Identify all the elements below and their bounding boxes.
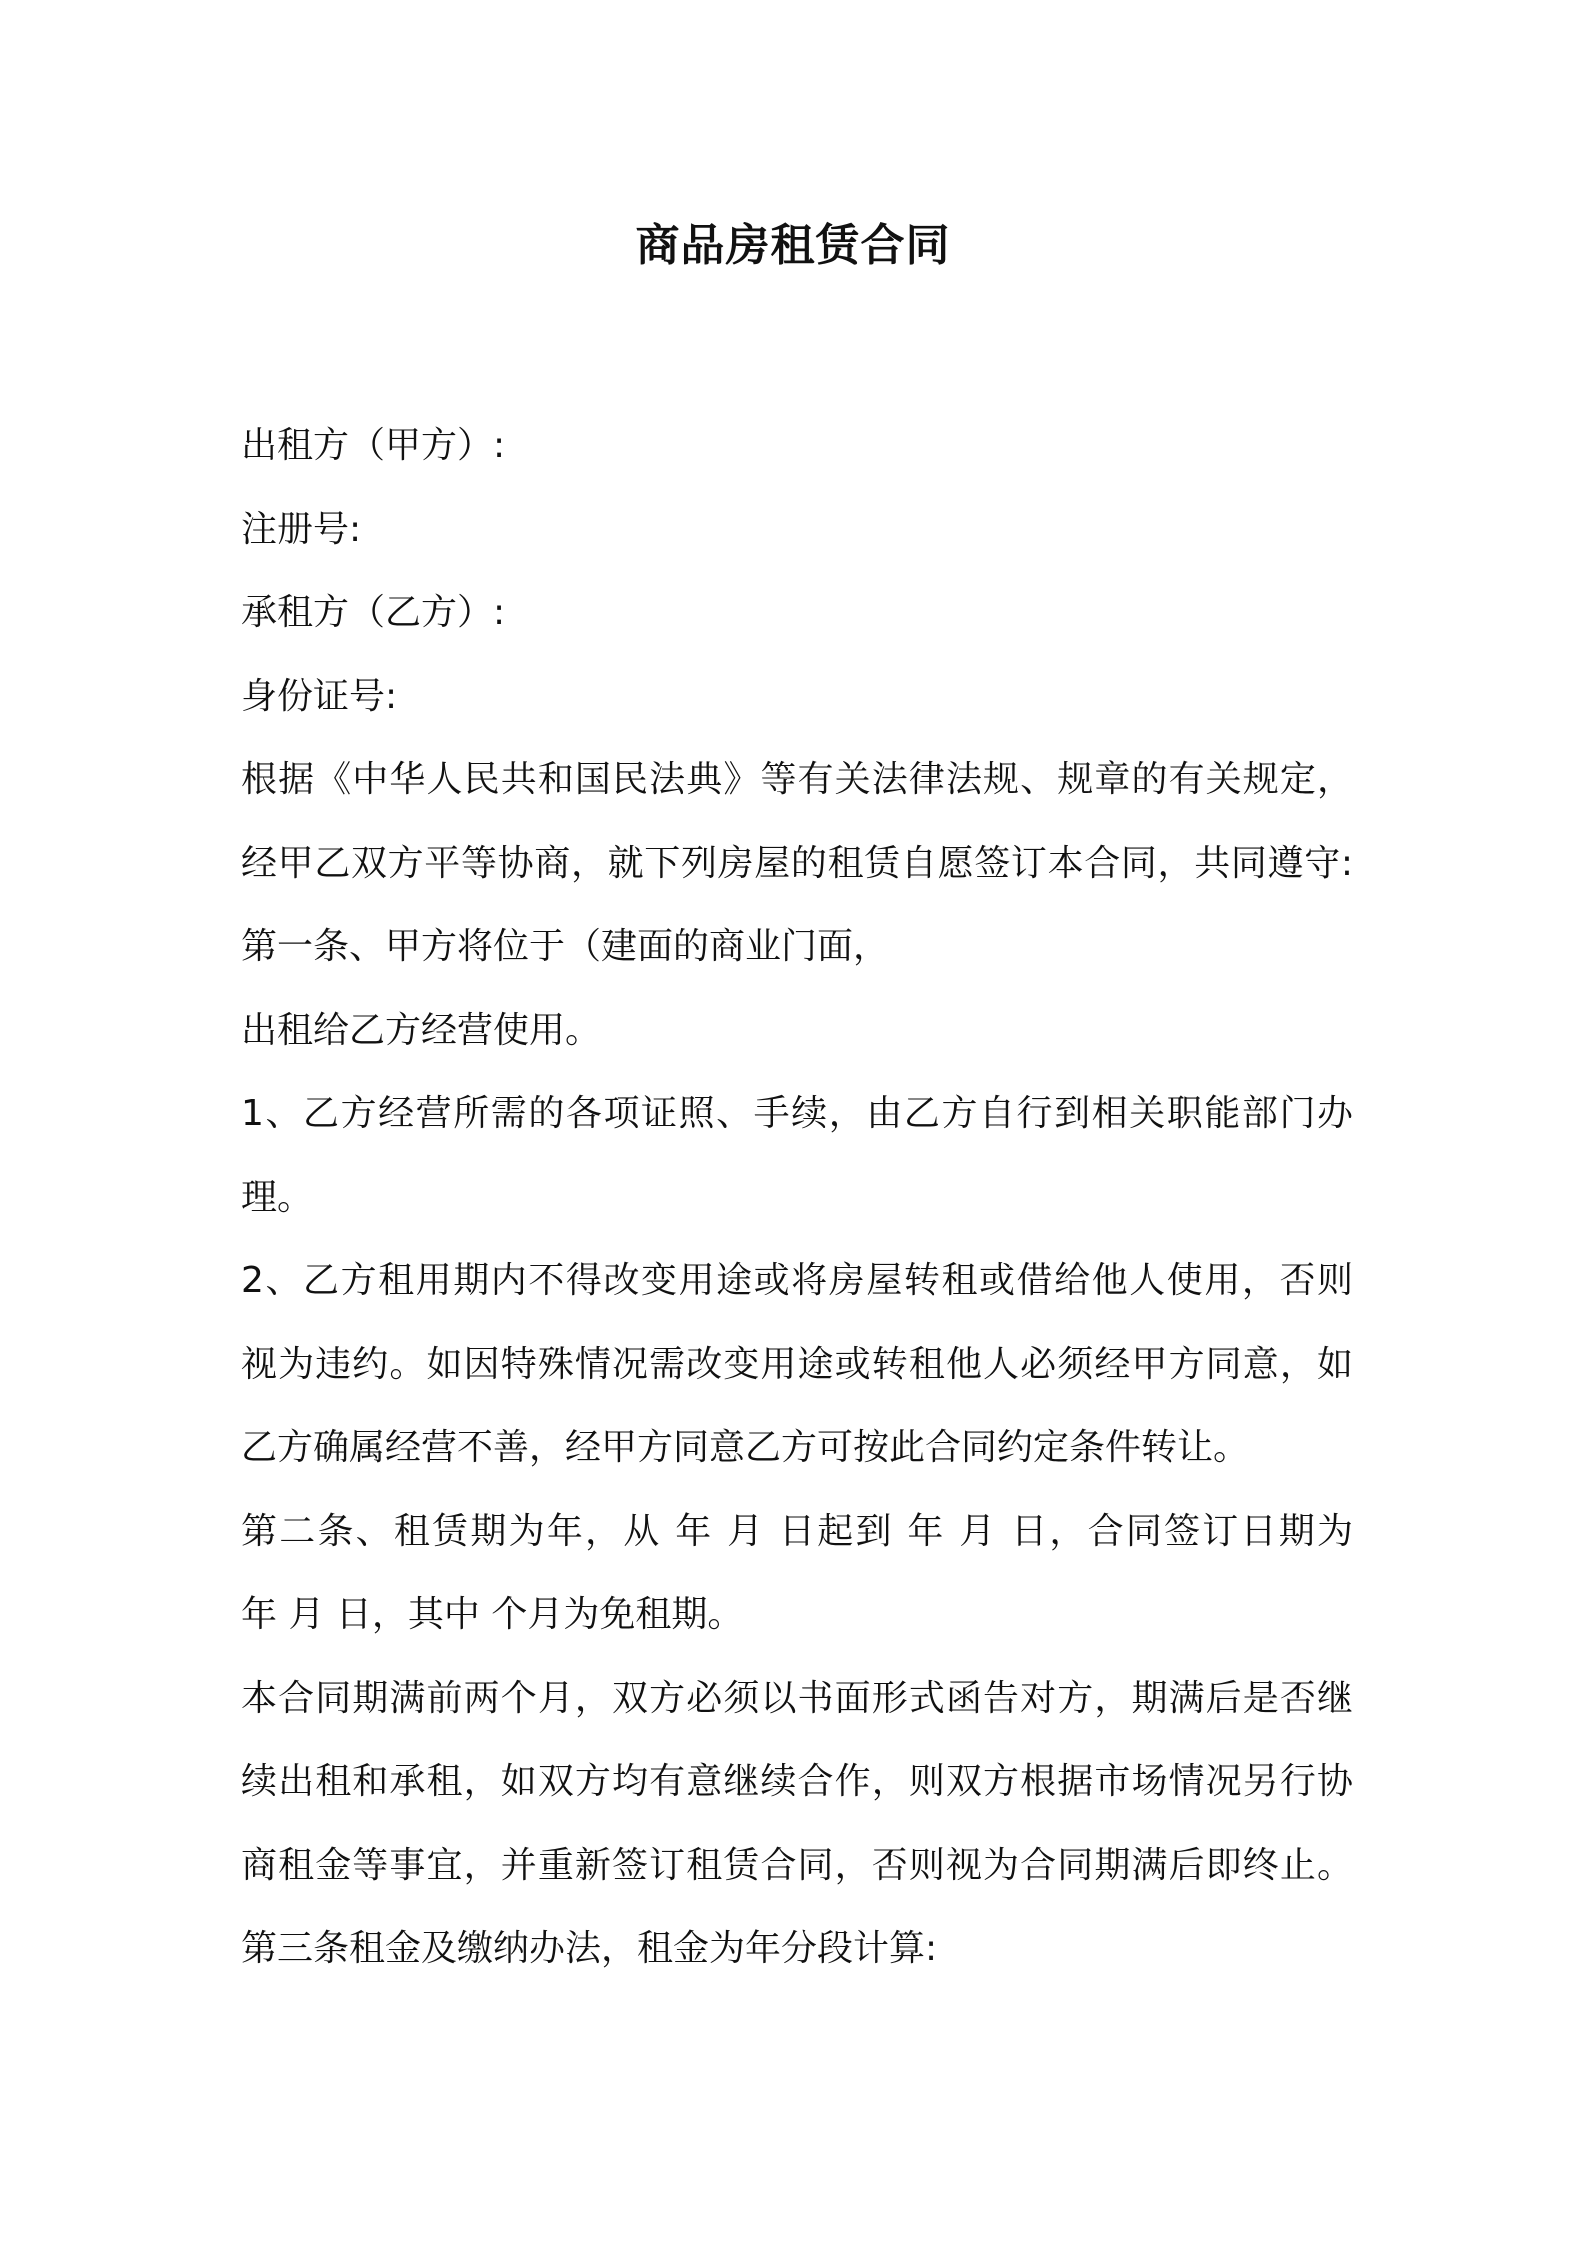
lessor-line: 出租方（甲方）: [241,425,506,466]
lessee-line: 承租方（乙方）: [241,592,506,633]
document-title: 商品房租赁合同 [635,220,951,271]
preamble-line-2: 经甲乙双方平等协商，就下列房屋的租赁自愿签订本合同，共同遵守: [241,842,1353,884]
article-2-line-1: 第二条、租赁期为年，从 年 月 日起到 年 月 日，合同签订日期为 [241,1510,1353,1552]
clause-1-line-1: 1、乙方经营所需的各项证照、手续，由乙方自行到相关职能部门办 [241,1093,1353,1134]
renewal-line-1: 本合同期满前两个月，双方必须以书面形式函告对方，期满后是否继 [241,1677,1353,1719]
article-1-line-2: 出租给乙方经营使用。 [241,1009,602,1051]
article-2-line-2: 年 月 日，其中 个月为免租期。 [241,1594,744,1635]
id-number-line: 身份证号: [241,675,398,717]
preamble-line-1: 根据《中华人民共和国民法典》等有关法律法规、规章的有关规定， [241,759,1353,800]
clause-1-line-2: 理。 [241,1176,314,1218]
article-3-line-1: 第三条租金及缴纳办法，租金为年分段计算: [241,1928,938,1969]
clause-2-line-1: 2、乙方租用期内不得改变用途或将房屋转租或借给他人使用，否则 [241,1260,1353,1301]
registration-number-line: 注册号: [241,508,362,550]
renewal-line-2: 续出租和承租，如双方均有意继续合作，则双方根据市场情况另行协 [241,1761,1353,1802]
clause-2-line-2: 视为违约。如因特殊情况需改变用途或转租他人必须经甲方同意，如 [241,1343,1353,1385]
contract-body [241,404,1353,1991]
article-1-line-1: 第一条、甲方将位于（建面的商业门面， [241,926,890,967]
renewal-line-3: 商租金等事宜，并重新签订租赁合同，否则视为合同期满后即终止。 [241,1844,1353,1886]
clause-2-line-3: 乙方确属经营不善，经甲方同意乙方可按此合同约定条件转让。 [241,1427,1250,1468]
